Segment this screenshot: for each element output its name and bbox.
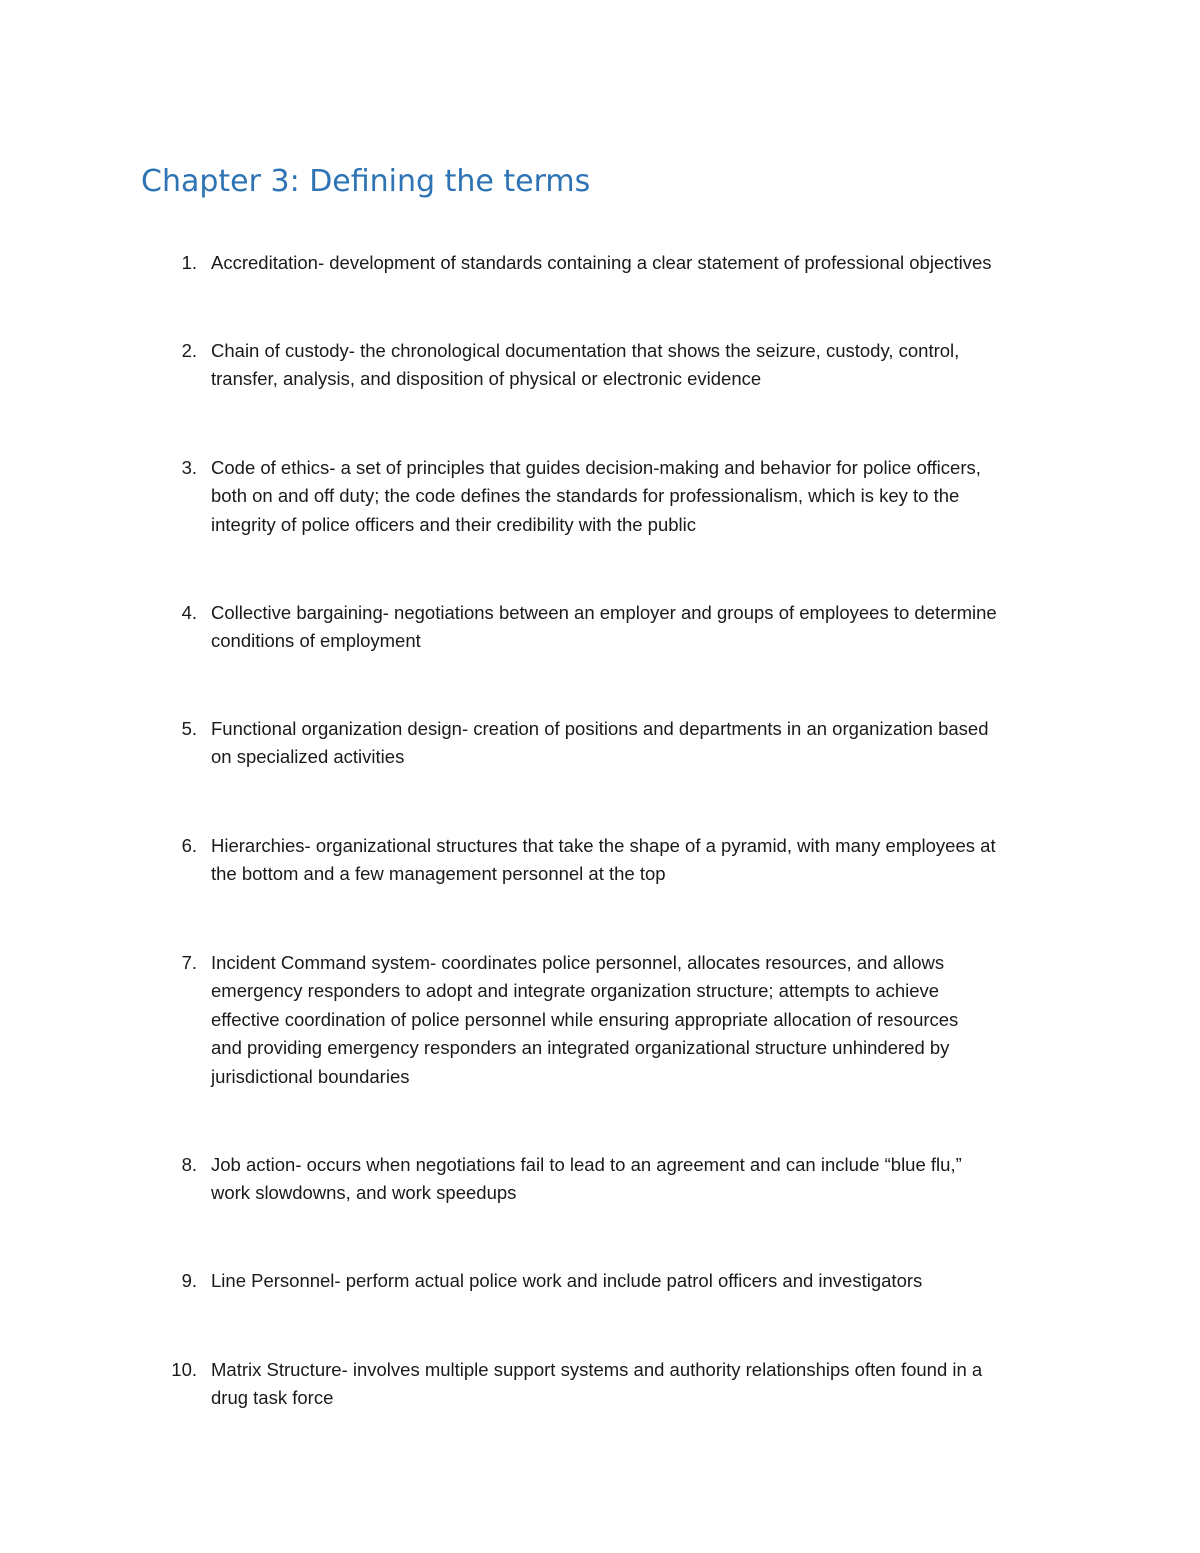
term-definition <box>211 832 1071 889</box>
term-text-line: Hierarchies- organizational structures that take the shape of a pyramid, with many employees at <box>211 835 996 856</box>
term-text-line: integrity of police officers and their credibility with the public <box>211 513 697 535</box>
term-text-line: Line Personnel- perform actual police work and include patrol officers and investigators <box>211 1270 923 1291</box>
term-text-line: Job action- occurs when negotiations fail to lead to an agreement and can include “blue flu,” <box>211 1154 962 1175</box>
term-text-line: and providing emergency responders an integrated organizational structure unhindered by <box>211 1037 950 1059</box>
term-text-line: effective coordination of police personnel while ensuring appropriate allocation of resources <box>211 1008 959 1030</box>
term-text-line: Incident Command system- coordinates police personnel, allocates resources, and allows <box>211 952 945 973</box>
term-text-line: Code of ethics- a set of principles that guides decision-making and behavior for police officers, <box>211 457 981 478</box>
term-number: 3. <box>181 457 197 478</box>
term-definition <box>211 1267 1071 1295</box>
term-text-line: work slowdowns, and work speedups <box>211 1182 517 1204</box>
term-number: 6. <box>181 835 197 856</box>
chapter-title: Chapter 3: Defining the terms <box>141 164 591 199</box>
term-number: 10. <box>171 1359 197 1380</box>
term-text-line: drug task force <box>211 1387 334 1409</box>
term-text-line: on specialized activities <box>211 746 405 768</box>
term-number: 1. <box>181 252 197 273</box>
term-text-line: Collective bargaining- negotiations between an employer and groups of employees to determine <box>211 602 997 623</box>
term-definition <box>211 1356 1071 1413</box>
term-definition <box>211 337 1071 394</box>
term-text-line: conditions of employment <box>211 630 421 652</box>
term-text-line: the bottom and a few management personnel at the top <box>211 863 666 885</box>
term-number: 2. <box>181 340 197 361</box>
term-definition <box>211 1151 1071 1208</box>
term-text-line: Functional organization design- creation of positions and departments in an organization based <box>211 718 989 739</box>
term-number: 8. <box>181 1154 197 1175</box>
term-number: 5. <box>181 718 197 739</box>
term-definition <box>211 599 1071 656</box>
term-definition <box>211 454 1071 539</box>
term-text-line: both on and off duty; the code defines the standards for professionalism, which is key to the <box>211 485 960 507</box>
term-text-line: Chain of custody- the chronological documentation that shows the seizure, custody, control, <box>211 340 960 361</box>
term-text-line: Accreditation- development of standards containing a clear statement of professional objectives <box>211 252 992 273</box>
term-text-line: Matrix Structure- involves multiple support systems and authority relationships often found in a <box>211 1359 983 1380</box>
term-number: 9. <box>181 1270 197 1291</box>
term-number: 4. <box>181 602 197 623</box>
term-definition <box>211 949 1071 1091</box>
term-definition <box>211 715 1071 772</box>
term-number: 7. <box>181 952 197 973</box>
term-text-line: transfer, analysis, and disposition of physical or electronic evidence <box>211 368 762 390</box>
term-definition <box>211 249 1071 277</box>
term-text-line: jurisdictional boundaries <box>211 1065 410 1087</box>
term-text-line: emergency responders to adopt and integrate organization structure; attempts to achieve <box>211 980 940 1002</box>
